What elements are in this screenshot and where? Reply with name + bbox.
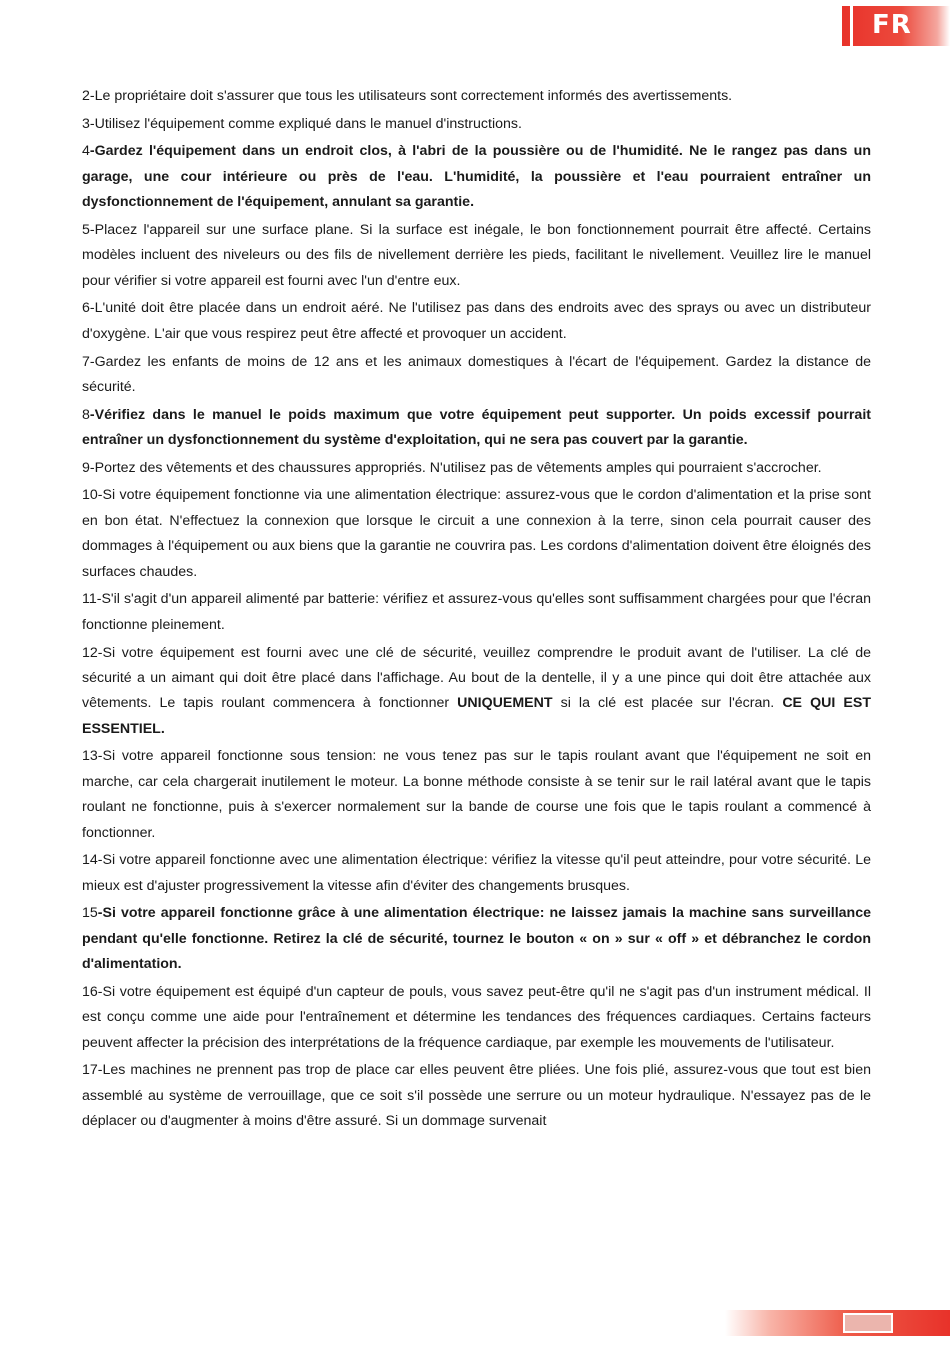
text-run: 14-Si votre appareil fonctionne avec une alimentation électrique: vérifiez la vitesse qu'il peut atteindre, pour votre sécurité. Le mieux est d'ajuster progressivement la vitesse afin d'éviter des changements brusques. [82,852,871,894]
bold-text-run: -Gardez l'équipement dans un endroit clos, à l'abri de la poussière ou de l'humidité. Ne le rangez pas dans un garage, une cour intérieure ou près de l'eau. L'humidité, la poussière et l'eau pourraient entraîner un dysfonctionnement de l'équipement, annulant sa garantie. [82,143,871,211]
document-body [82,84,871,1137]
text-run: 10-Si votre équipement fonctionne via une alimentation électrique: assurez-vous que le cordon d'alimentation et la prise sont en bon état. N'effectuez la connexion que lorsque le circuit a une connexion à la terre, sinon cela pourrait causer des dommages à l'équipement ou aux biens que la garantie ne couvrira pas. Les cordons d'alimentation doivent être éloignés des surfaces chaudes. [82,487,871,580]
text-run: 15 [82,905,98,922]
page-number-bar [725,1310,950,1336]
text-run: 12-Si votre équipement est fourni avec une clé de sécurité, veuillez comprendre le produit avant de l'utiliser. La clé de sécurité a un aimant qui doit être placé dans l'affichage. Au bout de la dentelle, il y a une pince qui doit être attachée aux vêtements. Le tapis roulant commencera à fonctionner [82,644,871,712]
text-run: 11-S'il s'agit d'un appareil alimenté par batterie: vérifiez et assurez-vous qu'elles sont suffisamment chargées pour que l'écran fonctionne pleinement. [82,591,871,633]
instruction-paragraph [82,641,871,743]
badge-notch [850,6,853,46]
text-run: 7-Gardez les enfants de moins de 12 ans et les animaux domestiques à l'écart de l'équipement. Gardez la distance de sécurité. [82,353,871,395]
instruction-paragraph [82,848,871,899]
text-run: 4 [82,143,90,160]
text-run: 13-Si votre appareil fonctionne sous tension: ne vous tenez pas sur le tapis roulant avant que l'équipement ne soit en marche, car cela chargerait inutilement le moteur. La bonne méthode consiste à se tenir sur le rail latéral avant que le tapis roulant ne fonctionne, puis à s'exercer normalement sur la bande de course une fois que le tapis roulant a commencé à fonctionner. [82,748,871,841]
instruction-paragraph [82,84,871,109]
instruction-paragraph [82,744,871,846]
text-run: 17-Les machines ne prennent pas trop de place car elles peuvent être pliées. Une fois plié, assurez-vous que tout est bien assemblé au système de verrouillage, que ce soit s'il possède une serrure ou un moteur hydraulique. N'essayez pas de le déplacer ou d'augmenter à moins d'être assuré. Si un dommage survenait [82,1062,871,1130]
bold-text-run: CE QUI EST ESSENTIEL. [82,695,871,737]
instruction-paragraph [82,587,871,638]
text-run: 9-Portez des vêtements et des chaussures appropriés. N'utilisez pas de vêtements amples qui pourraient s'accrocher. [82,459,822,476]
instruction-paragraph [82,218,871,294]
bold-text-run: UNIQUEMENT [457,695,553,712]
instruction-paragraph [82,403,871,454]
text-run: si la clé est placée sur l'écran. [552,695,783,712]
instruction-paragraph [82,456,871,481]
page-number-box [843,1313,893,1333]
text-run: 3-Utilisez l'équipement comme expliqué dans le manuel d'instructions. [82,115,522,132]
instruction-paragraph [82,483,871,585]
bold-text-run: -Si votre appareil fonctionne grâce à une alimentation électrique: ne laissez jamais la machine sans surveillance pendant qu'elle fonctionne. Retirez la clé de sécurité, tournez le bouton « on » sur « off » et débranchez le cordon d'alimentation. [82,905,871,973]
bold-text-run: -Vérifiez dans le manuel le poids maximum que votre équipement peut supporter. Un poids excessif pourrait entraîner un dysfonctionnement du système d'exploitation, qui ne sera pas couvert par la garantie. [82,406,871,449]
language-label: FR [872,10,912,40]
instruction-paragraph [82,139,871,215]
instruction-paragraph [82,1058,871,1134]
instruction-paragraph [82,901,871,977]
text-run: 6-L'unité doit être placée dans un endroit aéré. Ne l'utilisez pas dans des endroits avec des sprays ou avec un distributeur d'oxygène. L'air que vous respirez peut être affecté et provoquer un accident. [82,300,871,342]
instruction-paragraph [82,112,871,137]
instruction-paragraph [82,296,871,347]
instruction-paragraph [82,980,871,1056]
language-badge [842,6,950,46]
text-run: 16-Si votre équipement est équipé d'un capteur de pouls, vous savez peut-être qu'il ne s'agit pas d'un instrument médical. Il est conçu comme une aide pour l'entraînement et détermine les tendances des fréquences cardiaques. Certains facteurs peuvent affecter la précision des interprétations de la fréquence cardiaque, par exemple les mouvements de l'utilisateur. [82,983,871,1051]
instruction-paragraph [82,350,871,401]
text-run: 5-Placez l'appareil sur une surface plane. Si la surface est inégale, le bon fonctionnement pourrait être affecté. Certains modèles incluent des niveleurs ou des fils de nivellement derrière les pieds, facilitant le nivellement. Veuillez lire le manuel pour vérifier si votre appareil est fourni avec l'un d'entre eux. [82,221,871,289]
text-run: 8 [82,406,90,423]
text-run: 2-Le propriétaire doit s'assurer que tous les utilisateurs sont correctement informés des avertissements. [82,88,733,104]
